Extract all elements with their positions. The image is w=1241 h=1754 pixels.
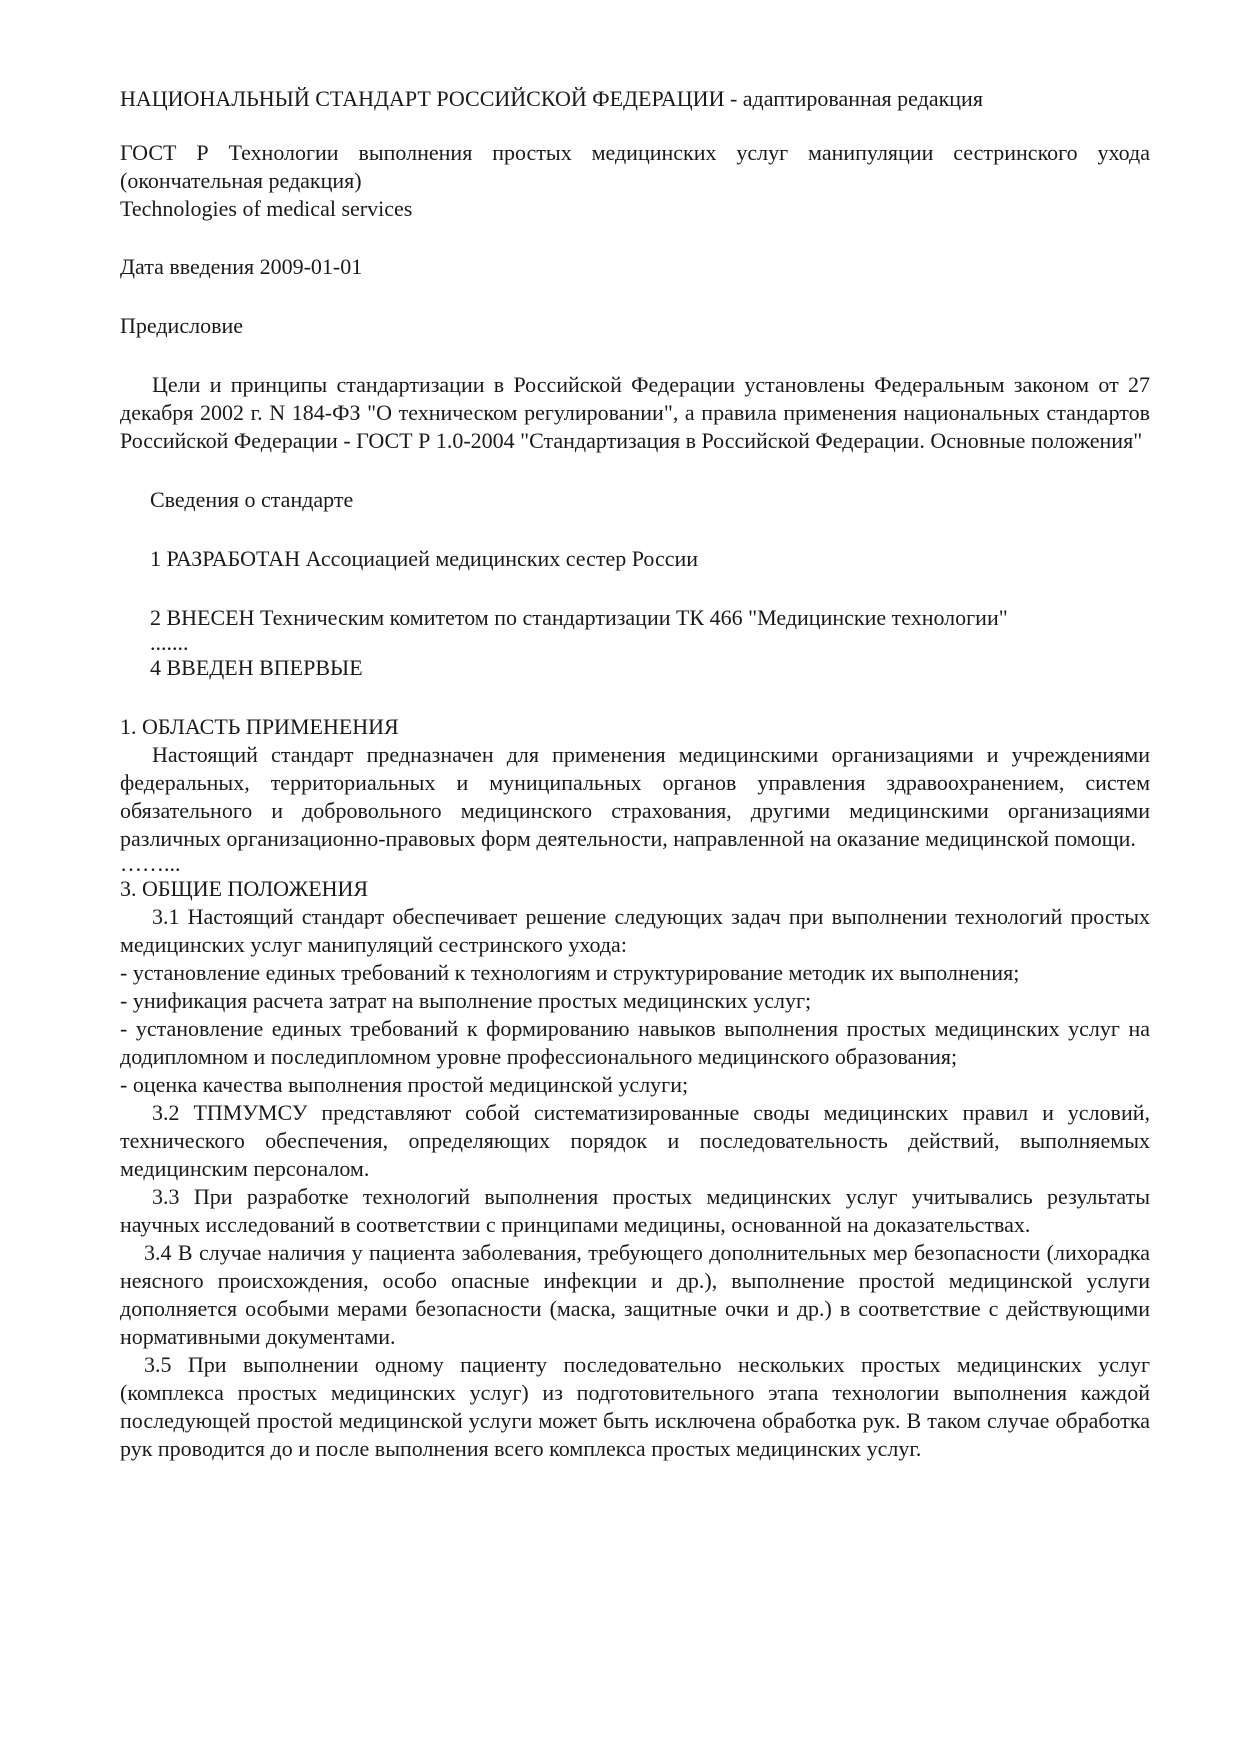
preface-heading: Предисловие	[120, 313, 243, 338]
standard-item-4: 4 ВВЕДЕН ВПЕРВЫЕ	[150, 655, 363, 680]
intro-date: Дата введения 2009-01-01	[120, 254, 363, 279]
bullet-4: - оценка качества выполнения простой медицинской услуги;	[120, 1072, 689, 1097]
section-1-heading: 1. ОБЛАСТЬ ПРИМЕНЕНИЯ	[120, 714, 399, 739]
bullet-2: - унификация расчета затрат на выполнение простых медицинских услуг;	[120, 988, 812, 1013]
paragraph-3-4: 3.4 В случае наличия у пациента заболевания, требующего дополнительных мер безопасности (лихорадка неясного происхождения, особо опасные инфекции и др.), выполнение простой медицинской услуги дополняется особыми мерами безопасности (маска, защитные очки и др.) в соответствие с действующими нормативными документами.	[120, 1240, 1150, 1349]
paragraph-3-2: 3.2 ТПМУМСУ представляют собой систематизированные своды медицинских правил и условий, технического обеспечения, определяющих порядок и последовательность действий, выполняемых медицинским персоналом.	[120, 1100, 1150, 1181]
standard-item-1: 1 РАЗРАБОТАН Ассоциацией медицинских сестер России	[150, 546, 699, 571]
document-title: НАЦИОНАЛЬНЫЙ СТАНДАРТ РОССИЙСКОЙ ФЕДЕРАЦИИ - адаптированная редакция	[120, 86, 983, 111]
bullet-1: - установление единых требований к технологиям и структурирование методик их выполнения;	[120, 960, 1020, 985]
english-title: Technologies of medical services	[120, 196, 413, 221]
gost-line: ГОСТ Р Технологии выполнения простых медицинских услуг манипуляции сестринского ухода (окончательная редакция)	[120, 140, 1150, 193]
preface-text: Цели и принципы стандартизации в Российской Федерации установлены Федеральным законом от 27 декабря 2002 г. N 184-ФЗ "О техническом регулировании", а правила применения национальных стандартов Российской Федерации - ГОСТ Р 1.0-2004 "Стандартизация в Российской Федерации. Основные положения"	[120, 372, 1150, 453]
ellipsis-1: .......	[150, 630, 189, 655]
paragraph-3-1: 3.1 Настоящий стандарт обеспечивает решение следующих задач при выполнении технологий простых медицинских услуг манипуляций сестринского ухода:	[120, 904, 1150, 957]
paragraph-3-3: 3.3 При разработке технологий выполнения простых медицинских услуг учитывались результаты научных исследований в соответствии с принципами медицины, основанной на доказательствах.	[120, 1184, 1150, 1237]
bullet-3: - установление единых требований к формированию навыков выполнения простых медицинских услуг на додипломном и последипломном уровне профессионального медицинского образования;	[120, 1016, 1150, 1069]
section-3-heading: 3. ОБЩИЕ ПОЛОЖЕНИЯ	[120, 876, 369, 901]
ellipsis-2: ……...	[120, 851, 181, 876]
paragraph-3-5: 3.5 При выполнении одному пациенту последовательно нескольких простых медицинских услуг (комплекса простых медицинских услуг) из подготовительного этапа технологии выполнения каждой последующей простой медицинской услуги может быть исключена обработка рук. В таком случае обработка рук проводится до и после выполнения всего комплекса простых медицинских услуг.	[120, 1352, 1150, 1461]
document-page	[120, 85, 1150, 1463]
standard-item-2: 2 ВНЕСЕН Техническим комитетом по стандартизации ТК 466 "Медицинские технологии"	[150, 605, 1008, 630]
section-1-text: Настоящий стандарт предназначен для применения медицинскими организациями и учреждениями федеральных, территориальных и муниципальных органов управления здравоохранением, систем обязательного и добровольного медицинского страхования, другими медицинскими организациями различных организационно-правовых форм деятельности, направленной на оказание медицинской помощи.	[120, 742, 1150, 851]
standard-info-heading: Сведения о стандарте	[150, 487, 354, 512]
